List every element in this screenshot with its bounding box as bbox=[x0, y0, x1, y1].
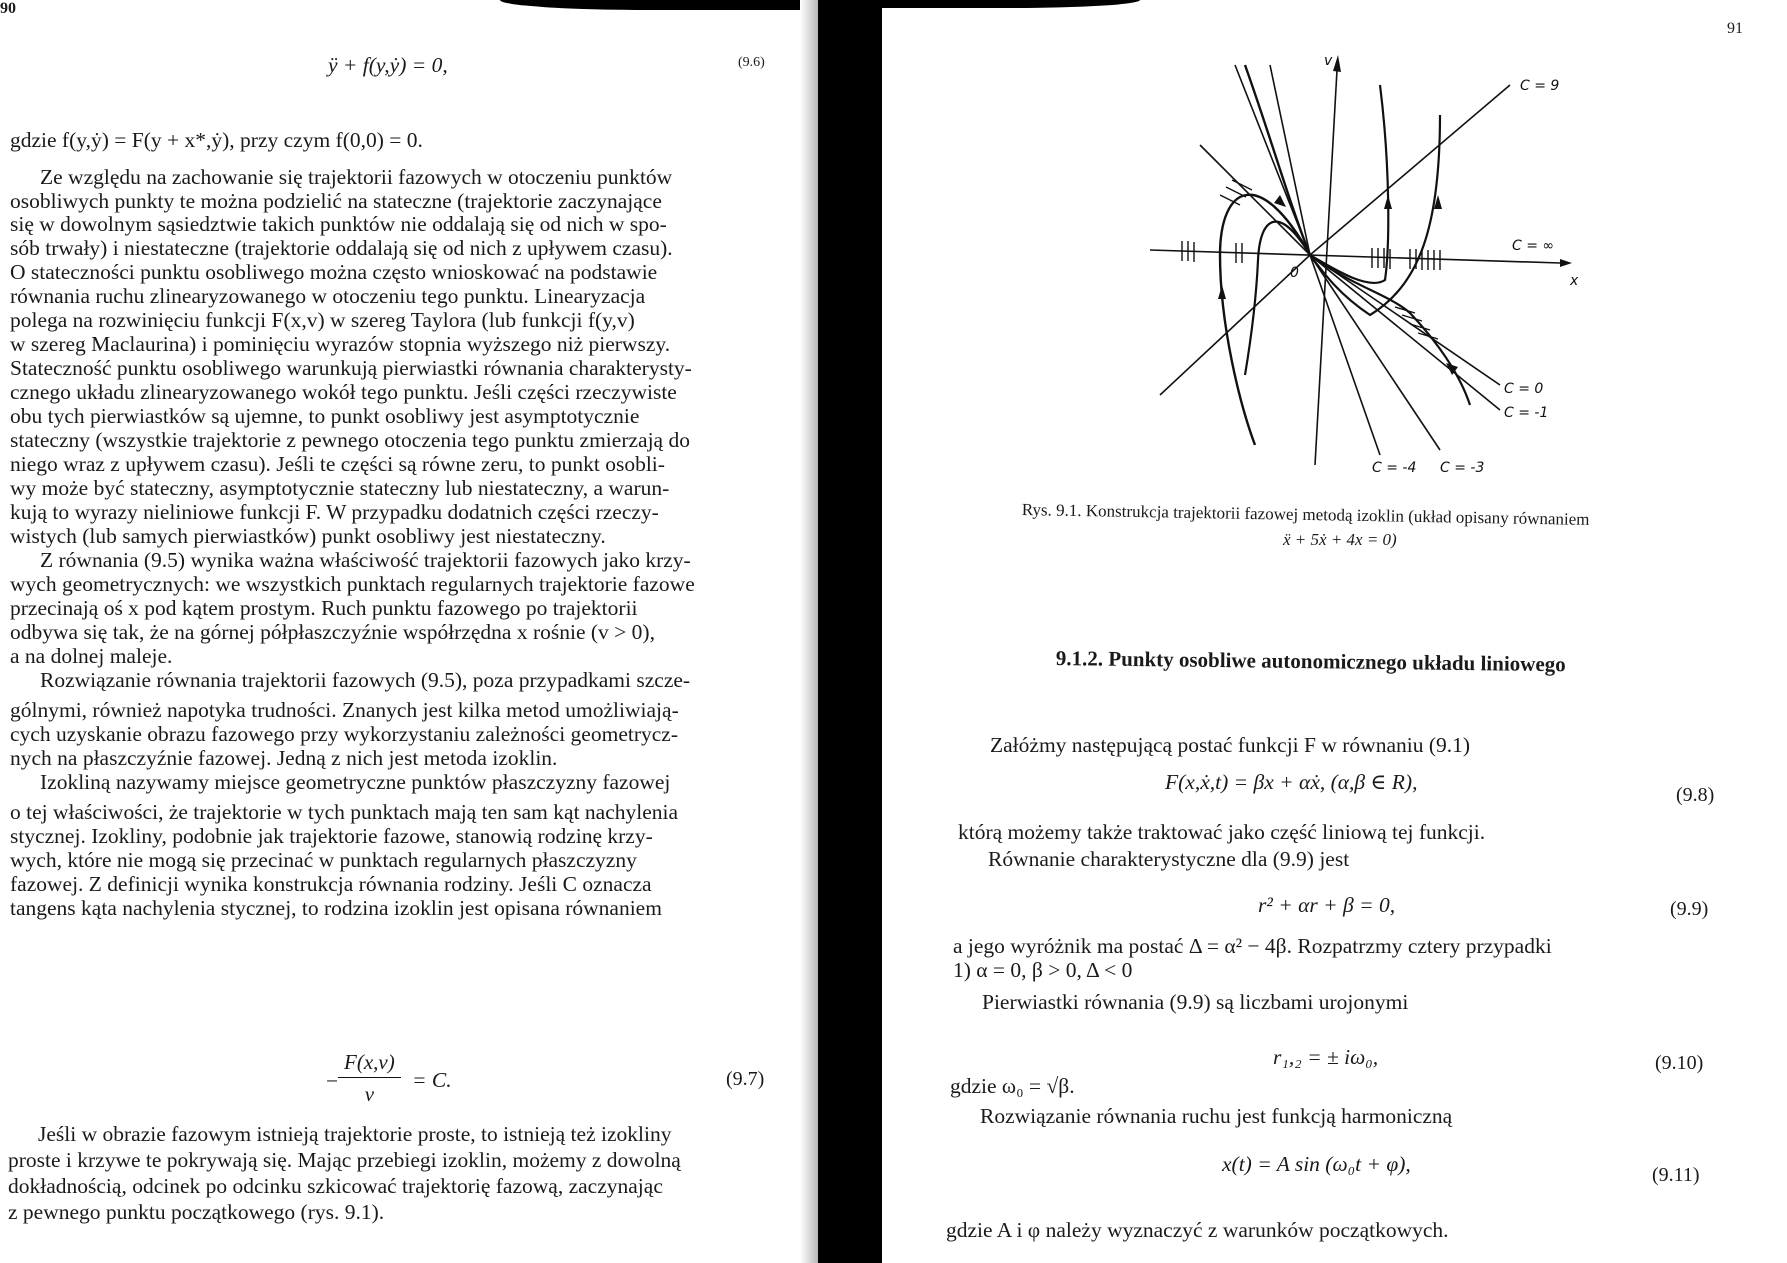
scan-edge-shadow bbox=[880, 0, 1140, 8]
paragraph-line: gdzie A i φ należy wyznaczyć z warunków początkowych. bbox=[946, 1218, 1449, 1242]
x-axis-arrow bbox=[1560, 259, 1572, 267]
paragraph-line: o tej właściwości, że trajektorie w tych punktach mają ten sam kąt nachylenia bbox=[10, 800, 679, 824]
trajectory-curve bbox=[1310, 255, 1470, 405]
paragraph-line: proste i krzywe te pokrywają się. Mając przebiegi izoklin, możemy z dowolną bbox=[8, 1148, 681, 1172]
paragraph-line: Załóżmy następującą postać funkcji F w równaniu (9.1) bbox=[990, 733, 1471, 757]
paragraph-line: tangens kąta nachylenia stycznej, to rodzina izoklin jest opisana równaniem bbox=[10, 896, 662, 920]
paragraph-line: Rozwiązanie równania ruchu jest funkcją harmoniczną bbox=[980, 1104, 1453, 1128]
isocline-c9 bbox=[1310, 85, 1510, 255]
paragraph-line: gdzie ω₀ = √β. bbox=[950, 1074, 1075, 1098]
paragraph-line: gdzie f(y,ẏ) = F(y + x*,ẏ), przy czym f(0,0) = 0. bbox=[10, 128, 423, 152]
paragraph-line: Jeśli w obrazie fazowym istnieją trajektorie proste, to istnieją też izokliny bbox=[38, 1122, 672, 1146]
paragraph-line: cych uzyskanie obrazu fazowego przy wykorzystaniu zależności geometrycz- bbox=[10, 722, 678, 746]
equation-9-9: r² + αr + β = 0, bbox=[1258, 893, 1396, 917]
isocline-cm1-ext bbox=[1200, 145, 1310, 255]
page-number: 90 bbox=[0, 0, 16, 17]
paragraph-line: obu tych pierwiastków są ujemne, to punkt osobliwy jest asymptotycznie bbox=[10, 404, 640, 428]
paragraph-line: wistych (lub samych pierwiastków) punkt osobliwy jest niestateczny. bbox=[10, 524, 606, 548]
v-axis-arrow bbox=[1333, 55, 1341, 72]
paragraph-line: wych, które nie mogą się przecinać w punktach regularnych płaszczyzny bbox=[10, 848, 637, 872]
paragraph-line: w szereg Maclaurina) i pominięciu wyrazów stopnia wyższego niż pierwszy. bbox=[10, 332, 671, 356]
paragraph-line: nych na płaszczyźnie fazowej. Jedną z nich jest metoda izoklin. bbox=[10, 746, 558, 770]
equation-9-7-sign: − bbox=[326, 1069, 339, 1093]
paragraph-line: gólnymi, również napotyka trudności. Znanych jest kilka metod umożliwiają- bbox=[10, 698, 679, 722]
paragraph-line: cznego układu zlinearyzowanego wokół tego punktu. Jeśli części rzeczywiste bbox=[10, 380, 677, 404]
trajectory-line bbox=[1245, 65, 1310, 255]
trajectory-curve bbox=[1220, 195, 1310, 445]
arrow-marker bbox=[1274, 195, 1286, 207]
equation-number: (9.6) bbox=[738, 55, 765, 70]
equation-number: (9.9) bbox=[1670, 898, 1709, 920]
equation-number: (9.10) bbox=[1655, 1052, 1704, 1074]
figure-caption: Rys. 9.1. Konstrukcja trajektorii fazowej metodą izoklin (układ opisany równaniem bbox=[1021, 500, 1590, 529]
paragraph-line: fazowej. Z definicji wynika konstrukcja równania rodziny. Jeśli C oznacza bbox=[10, 872, 652, 896]
paragraph-line: Pierwiastki równania (9.9) są liczbami urojonymi bbox=[982, 990, 1409, 1014]
isocline-label: C = ∞ bbox=[1512, 238, 1555, 254]
paragraph-line: wy może być stateczny, asymptotycznie stateczny lub niestateczny, a warun- bbox=[10, 476, 670, 500]
left-page bbox=[0, 0, 820, 1263]
paragraph-line: osobliwych punkty te można podzielić na stateczne (trajektorie zaczynające bbox=[10, 189, 662, 213]
isocline-cm3 bbox=[1310, 255, 1440, 450]
isocline-label: C = -1 bbox=[1504, 405, 1549, 421]
isocline-label: C = 9 bbox=[1520, 78, 1560, 94]
trajectory-curve bbox=[1310, 85, 1388, 283]
paragraph-line: sób trwały) i niestateczne (trajektorie oddalają się od nich z upływem czasu). bbox=[10, 236, 673, 260]
paragraph-line: Stateczność punktu osobliwego warunkują pierwiastki równania charakterysty- bbox=[10, 356, 692, 380]
paragraph-line: stateczny (wszystkie trajektorie z pewnego otoczenia tego punktu zmierzają do bbox=[10, 428, 690, 452]
arrow-marker bbox=[1384, 195, 1392, 209]
paragraph-line: dokładnością, odcinek po odcinku szkicować trajektorię fazową, zaczynając bbox=[8, 1174, 663, 1198]
paragraph-line: Ze względu na zachowanie się trajektorii fazowych w otoczeniu punktów bbox=[40, 165, 673, 189]
paragraph-line: Rozwiązanie równania trajektorii fazowych (9.5), poza przypadkami szcze- bbox=[40, 668, 691, 692]
paragraph-line: Izokliną nazywamy miejsce geometryczne punktów płaszczyzny fazowej bbox=[40, 770, 671, 794]
isocline-label: C = -3 bbox=[1440, 460, 1485, 476]
axis-label-v: v bbox=[1324, 53, 1333, 69]
paragraph-line: a jego wyróżnik ma postać Δ = α² − 4β. Rozpatrzmy cztery przypadki bbox=[953, 934, 1552, 958]
paragraph-line: polega na rozwinięciu funkcji F(x,v) w szereg Taylora (lub funkcji f(y,v) bbox=[10, 308, 635, 332]
axis-label-x: x bbox=[1570, 273, 1579, 289]
paragraph-line: stycznej. Izokliny, podobnie jak trajektorie fazowe, stanowią rodzinę krzy- bbox=[10, 824, 653, 848]
isocline-label: C = -4 bbox=[1372, 460, 1417, 476]
section-heading: 9.1.2. Punkty osobliwe autonomicznego układu liniowego bbox=[1055, 646, 1566, 677]
paragraph-line: wych geometrycznych: we wszystkich punktach regularnych trajektorie fazowe bbox=[10, 572, 695, 596]
paragraph-line: którą możemy także traktować jako część liniową tej funkcji. bbox=[958, 820, 1486, 844]
equation-number: (9.11) bbox=[1652, 1164, 1700, 1186]
fraction-denominator: v bbox=[364, 1082, 375, 1106]
equation-9-6: ÿ + f(y,ẏ) = 0, bbox=[328, 53, 448, 77]
origin-label: 0 bbox=[1290, 265, 1299, 281]
paragraph-line: 1) α = 0, β > 0, Δ < 0 bbox=[953, 958, 1133, 982]
book-gutter bbox=[818, 0, 882, 1263]
equation-9-11: x(t) = A sin (ω₀t + φ), bbox=[1222, 1152, 1411, 1176]
equation-9-8: F(x,ẋ,t) = βx + αẋ, (α,β ∈ R), bbox=[1165, 770, 1418, 794]
equation-number: (9.7) bbox=[726, 1068, 765, 1090]
paragraph-line: z pewnego punktu początkowego (rys. 9.1). bbox=[8, 1200, 385, 1224]
paragraph-line: Z równania (9.5) wynika ważna właściwość trajektorii fazowych jako krzy- bbox=[40, 548, 691, 572]
x-axis bbox=[1150, 250, 1560, 263]
equation-9-7-rhs: = C. bbox=[412, 1068, 452, 1092]
page-number: 91 bbox=[1727, 20, 1743, 37]
figure-caption-equation: ẍ + 5ẋ + 4x = 0) bbox=[1283, 530, 1397, 549]
equation-9-7-fraction bbox=[338, 1050, 401, 1107]
equation-9-10: r₁,₂ = ± iω₀, bbox=[1273, 1045, 1379, 1069]
paragraph-line: przecinają oś x pod kątem prostym. Ruch punktu fazowego po trajektorii bbox=[10, 596, 638, 620]
paragraph-line: odbywa się tak, że na górnej półpłaszczyźnie współrzędna x rośnie (v > 0), bbox=[10, 620, 655, 644]
paragraph-line: niego wraz z upływem czasu). Jeśli te części są równe zeru, to punkt osobli- bbox=[10, 452, 665, 476]
isocline-label: C = 0 bbox=[1504, 381, 1544, 397]
paragraph-line: się w dowolnym sąsiedztwie takich punktów nie oddalają się od nich w spo- bbox=[10, 212, 667, 236]
paragraph-line: a na dolnej maleje. bbox=[10, 644, 173, 668]
arrow-marker bbox=[1218, 285, 1226, 299]
isocline-phase-figure bbox=[1140, 45, 1620, 485]
paragraph-line: równania ruchu zlinearyzowanego w otoczeniu tego punktu. Linearyzacja bbox=[10, 284, 646, 308]
paragraph-line: kują to wyrazy nieliniowe funkcji F. W przypadku dodatnich części rzeczy- bbox=[10, 500, 659, 524]
equation-number: (9.8) bbox=[1676, 784, 1715, 806]
paragraph-line: Równanie charakterystyczne dla (9.9) jest bbox=[988, 847, 1350, 871]
fraction-numerator: F(x,v) bbox=[338, 1050, 401, 1078]
paragraph-line: O stateczności punktu osobliwego można często wnioskować na podstawie bbox=[10, 260, 658, 284]
isocline-cm1 bbox=[1310, 255, 1500, 410]
